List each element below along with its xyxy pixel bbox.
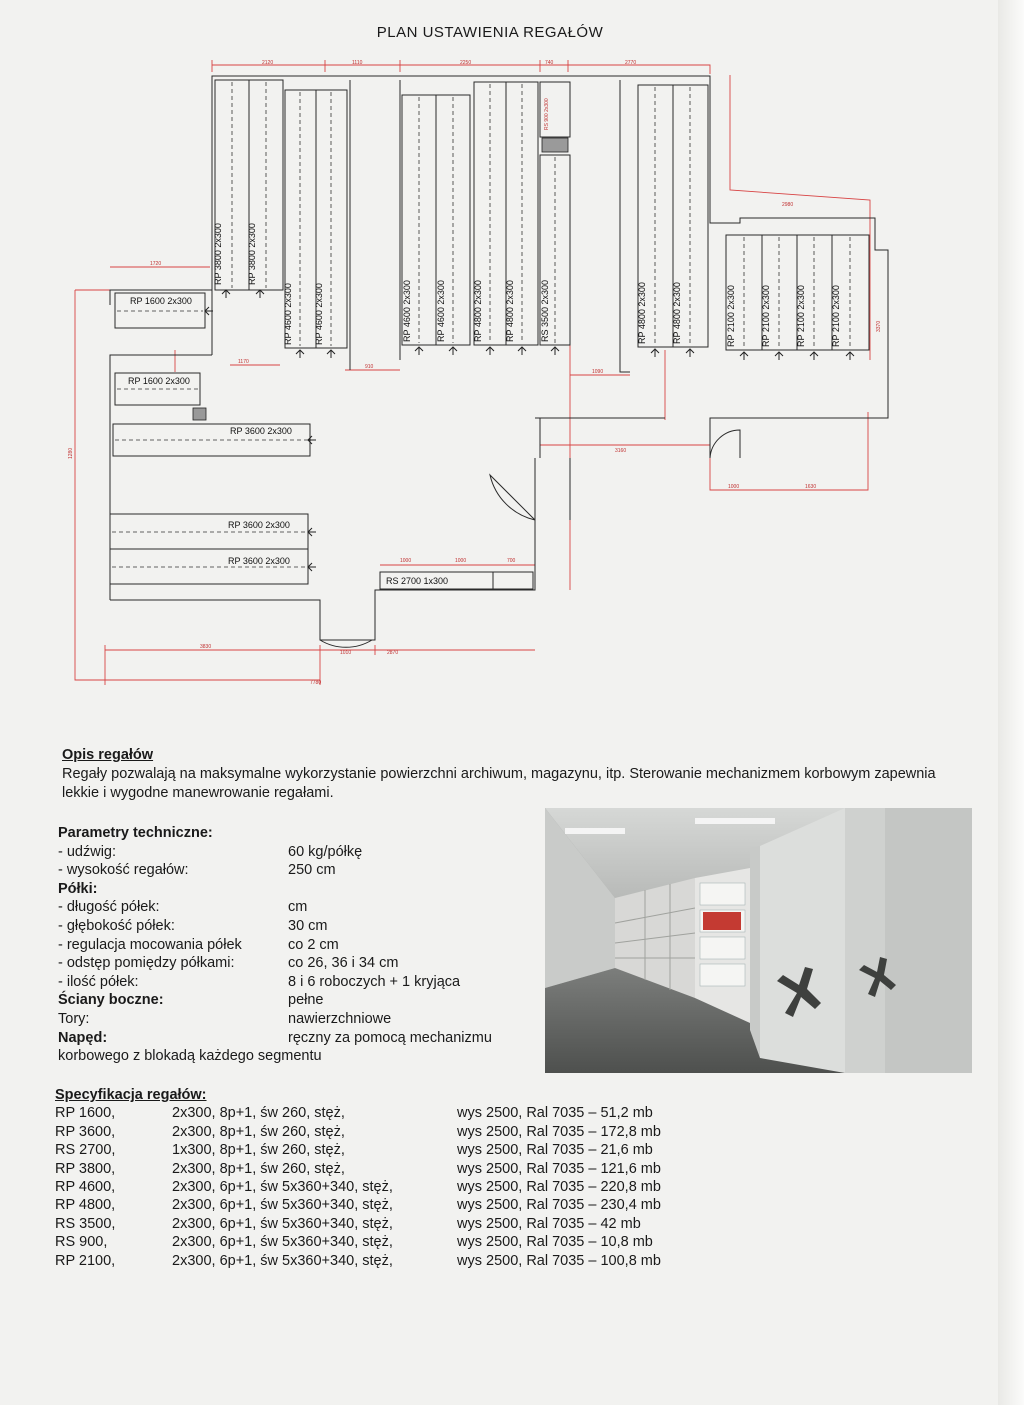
shelving-photo-illustration (545, 808, 972, 1073)
label-rs2700: RS 2700 1x300 (386, 576, 449, 586)
spec-row (55, 1233, 755, 1251)
spec-params: 2x300, 8p+1, św 260, stęż, (172, 1160, 345, 1177)
label-rp4800-a: RP 4800 2x300 (473, 280, 483, 342)
spec-name: RP 4800, (55, 1197, 116, 1214)
label-rs3500: RS 3500 2x300 (540, 279, 550, 342)
dim-top-1: 2120 (262, 60, 274, 66)
spec-row (55, 1160, 755, 1178)
label-rp4800-c: RP 4800 2x300 (637, 282, 647, 344)
spec-details: wys 2500, Ral 7035 – 220,8 mb (457, 1179, 661, 1196)
label-rp4600-b: RP 4600 2x300 (314, 283, 324, 345)
param-row (58, 936, 538, 955)
param-value: co 2 cm (288, 936, 339, 953)
dim-bottom-total: 7780 (310, 680, 322, 686)
label-rp4600-a: RP 4600 2x300 (283, 283, 293, 345)
param-key: - regulacja mocowania półek (58, 936, 242, 953)
param-row (58, 1010, 538, 1029)
label-rp3800-b: RP 3800 2x300 (247, 223, 257, 285)
spec-details: wys 2500, Ral 7035 – 10,8 mb (457, 1234, 653, 1251)
param-value: ręczny za pomocą mechanizmu (288, 1029, 492, 1046)
param-key: Napęd: (58, 1029, 108, 1046)
param-row (58, 991, 538, 1010)
param-row (58, 973, 538, 992)
spec-params: 2x300, 8p+1, św 260, stęż, (172, 1105, 345, 1122)
shelving-blocks (110, 80, 869, 589)
description-section (62, 746, 942, 803)
spec-name: RS 900, (55, 1234, 108, 1251)
param-row (58, 843, 538, 862)
label-rp1600-a: RP 1600 2x300 (130, 296, 192, 306)
label-rp2100-a: RP 2100 2x300 (726, 285, 736, 347)
spec-params: 1x300, 8p+1, św 260, stęż, (172, 1142, 345, 1159)
description-text: Regały pozwalają na maksymalne wykorzystanie powierzchni archiwum, magazynu, itp. Sterowanie mechanizmem korbowym zapewnia lekkie i wygodne manewrowanie regałami. (62, 766, 936, 801)
label-rp3600-c: RP 3600 2x300 (228, 556, 290, 566)
dim-right-4: 2980 (782, 202, 794, 208)
dim-left-4: 1090 (592, 369, 604, 375)
dim-mid-1: 1000 (400, 558, 412, 564)
spec-name: RP 3600, (55, 1123, 116, 1140)
param-row (58, 898, 538, 917)
label-rp3800-a: RP 3800 2x300 (213, 223, 223, 285)
spec-name: RP 4600, (55, 1179, 116, 1196)
doors (320, 430, 740, 647)
spec-row (55, 1104, 755, 1122)
param-value: 30 cm (288, 917, 328, 934)
spec-row (55, 1215, 755, 1233)
param-key: - ilość półek: (58, 973, 139, 990)
mobile-shelving-photo (545, 808, 972, 1073)
dim-right-3: 1630 (805, 484, 817, 490)
param-value: co 26, 36 i 34 cm (288, 955, 399, 972)
spec-heading: Specyfikacja regałów: (55, 1087, 207, 1103)
page-edge (998, 0, 1024, 1405)
label-rp3600-a: RP 3600 2x300 (230, 426, 292, 436)
param-key: - udźwig: (58, 843, 117, 860)
spec-name: RS 3500, (55, 1215, 116, 1232)
spec-row (55, 1141, 755, 1159)
param-row (58, 917, 538, 936)
spec-row (55, 1123, 755, 1141)
spec-details: wys 2500, Ral 7035 – 51,2 mb (457, 1105, 653, 1122)
dim-mid-3: 700 (507, 558, 516, 564)
param-key: - długość półek: (58, 899, 160, 916)
label-rp2100-c: RP 2100 2x300 (796, 285, 806, 347)
label-rp1600-b: RP 1600 2x300 (128, 376, 190, 386)
spec-params: 2x300, 6p+1, św 5x360+340, stęż, (172, 1252, 393, 1269)
dim-left-1: 1720 (150, 261, 162, 267)
param-value: 250 cm (288, 862, 336, 879)
param-continuation: korbowego z blokadą każdego segmentu (58, 1048, 322, 1065)
spec-details: wys 2500, Ral 7035 – 121,6 mb (457, 1160, 661, 1177)
floor-plan (60, 55, 900, 695)
param-row (58, 1029, 538, 1048)
spec-details: wys 2500, Ral 7035 – 100,8 mb (457, 1252, 661, 1269)
technical-parameters (58, 824, 538, 1066)
spec-row (55, 1178, 755, 1196)
dim-bottom-3: 2870 (387, 650, 399, 656)
param-value: cm (288, 899, 308, 916)
spec-row (55, 1252, 755, 1270)
param-key: Tory: (58, 1010, 90, 1027)
dim-top-2: 1110 (352, 60, 363, 66)
plan-title: PLAN USTAWIENIA REGAŁÓW (376, 24, 604, 41)
spec-name: RS 2700, (55, 1142, 116, 1159)
dim-right-h: 3370 (876, 320, 882, 332)
dim-right-1: 3160 (615, 448, 627, 454)
param-key: Ściany boczne: (58, 992, 164, 1009)
label-rp4600-d: RP 4600 2x300 (436, 280, 446, 342)
spec-name: RP 2100, (55, 1252, 116, 1269)
dim-top-3: 2250 (460, 60, 472, 66)
dim-top-5: 2770 (625, 60, 637, 66)
param-row (58, 861, 538, 880)
dim-left-h: 1280 (68, 447, 74, 459)
spec-details: wys 2500, Ral 7035 – 230,4 mb (457, 1197, 661, 1214)
param-key: - odstęp pomiędzy półkami: (58, 955, 235, 972)
shelves-heading: Półki: (58, 880, 98, 897)
param-value: nawierzchniowe (288, 1010, 392, 1027)
spec-details: wys 2500, Ral 7035 – 21,6 mb (457, 1142, 653, 1159)
dim-bottom-2: 1010 (340, 650, 352, 656)
label-rp4800-b: RP 4800 2x300 (505, 280, 515, 342)
param-row (58, 954, 538, 973)
spec-row (55, 1196, 755, 1214)
spec-params: 2x300, 8p+1, św 260, stęż, (172, 1123, 345, 1140)
label-rp4600-c: RP 4600 2x300 (402, 280, 412, 342)
spec-params: 2x300, 6p+1, św 5x360+340, stęż, (172, 1234, 393, 1251)
description-heading: Opis regałów (62, 747, 154, 763)
dim-top-4: 740 (545, 60, 554, 66)
spec-details: wys 2500, Ral 7035 – 42 mb (457, 1215, 641, 1232)
param-value: 8 i 6 roboczych + 1 kryjąca (288, 973, 461, 990)
dim-left-2: 1170 (238, 359, 249, 365)
label-rp2100-b: RP 2100 2x300 (761, 285, 771, 347)
spec-params: 2x300, 6p+1, św 5x360+340, stęż, (172, 1197, 393, 1214)
spec-name: RP 1600, (55, 1105, 116, 1122)
dim-bottom-1: 3830 (200, 644, 212, 650)
dim-mid-2: 1000 (455, 558, 467, 564)
label-rp2100-d: RP 2100 2x300 (831, 285, 841, 347)
label-rp3600-b: RP 3600 2x300 (228, 520, 290, 530)
param-value: 60 kg/półkę (288, 843, 363, 860)
walls (110, 76, 888, 640)
crank-symbols (205, 290, 854, 571)
label-rp4800-d: RP 4800 2x300 (672, 282, 682, 344)
spec-details: wys 2500, Ral 7035 – 172,8 mb (457, 1123, 661, 1140)
params-heading: Parametry techniczne: (58, 825, 213, 841)
param-key: - wysokość regałów: (58, 862, 189, 879)
spec-params: 2x300, 6p+1, św 5x360+340, stęż, (172, 1215, 393, 1232)
dim-left-3: 910 (365, 364, 374, 370)
specification-section (55, 1086, 755, 1270)
param-value: pełne (288, 992, 324, 1009)
spec-params: 2x300, 6p+1, św 5x360+340, stęż, (172, 1179, 393, 1196)
label-rs900: RS 900 2x300 (544, 98, 550, 130)
param-key: - głębokość półek: (58, 917, 175, 934)
shelving-labels (128, 98, 841, 586)
spec-name: RP 3800, (55, 1160, 116, 1177)
dim-right-2: 1000 (728, 484, 740, 490)
